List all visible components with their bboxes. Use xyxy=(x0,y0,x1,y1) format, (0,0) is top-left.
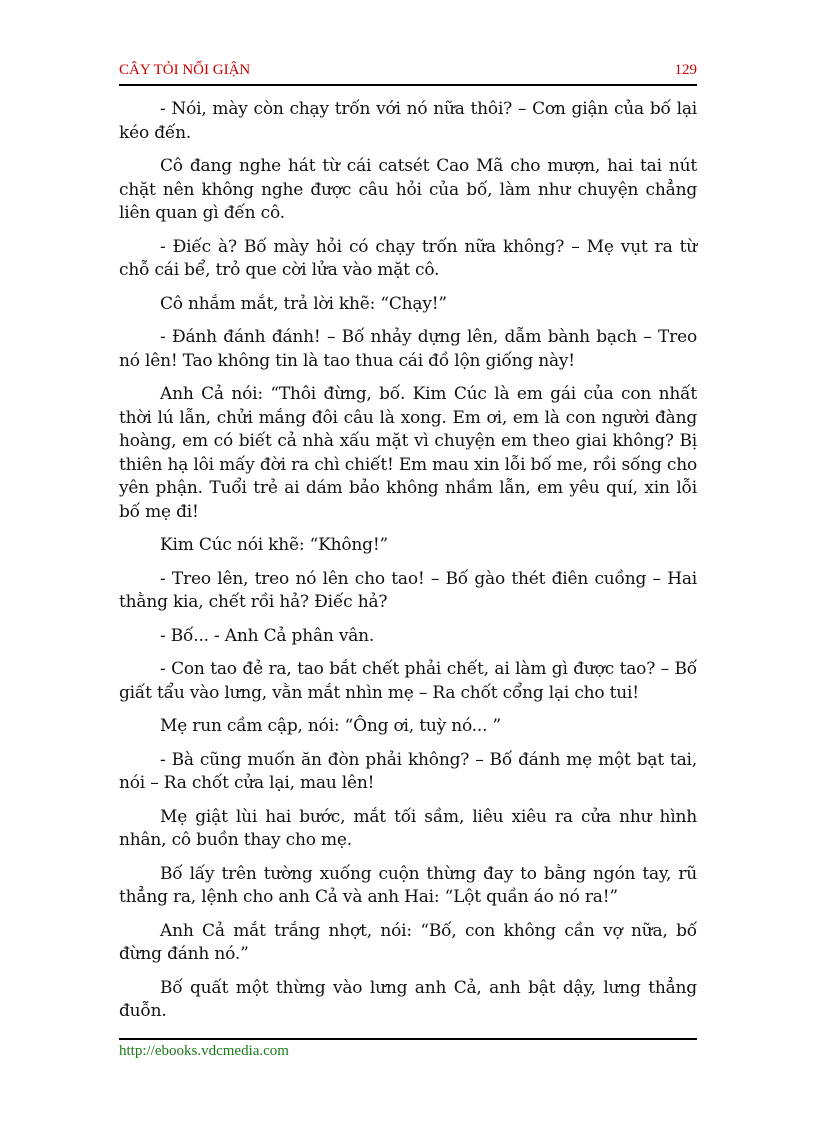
paragraph: - Điếc à? Bố mày hỏi có chạy trốn nữa không? – Mẹ vụt ra từ chỗ cái bể, trỏ que cời lửa vào mặt cô. xyxy=(119,236,697,280)
page-header xyxy=(119,60,697,86)
paragraph: - Con tao đẻ ra, tao bắt chết phải chết, ai làm gì được tao? – Bố giất tẩu vào lưng, vằn mắt nhìn mẹ – Ra chốt cổng lại cho tui! xyxy=(119,659,697,703)
paragraph: Kim Cúc nói khẽ: “Không!” xyxy=(160,535,388,555)
paragraph: - Nói, mày còn chạy trốn với nó nữa thôi? – Cơn giận của bố lại kéo đến. xyxy=(119,99,697,143)
paragraph: - Bố... - Anh Cả phân vân. xyxy=(160,625,375,646)
paragraph: - Treo lên, treo nó lên cho tao! – Bố gào thét điên cuồng – Hai thằng kia, chết rồi hả? Điếc hả? xyxy=(119,568,697,612)
running-title: CÂY TỎI NỔI GIẬN xyxy=(119,62,251,78)
footer-url-link[interactable]: http://ebooks.vdcmedia.com xyxy=(119,1043,289,1059)
page-number: 129 xyxy=(674,62,697,78)
paragraph: Cô nhắm mắt, trả lời khẽ: “Chạy!” xyxy=(160,293,447,314)
footer-divider xyxy=(119,1038,697,1040)
paragraph: Anh Cả mắt trắng nhợt, nói: “Bố, con không cần vợ nữa, bố đừng đánh nó.” xyxy=(119,920,697,964)
paragraph: - Bà cũng muốn ăn đòn phải không? – Bố đánh mẹ một bạt tai, nói – Ra chốt cửa lại, mau lên! xyxy=(119,749,697,793)
body-text xyxy=(119,98,697,1034)
paragraph: Cô đang nghe hát từ cái catsét Cao Mã cho mượn, hai tai nút chặt nên không nghe được câu hỏi của bố, làm như chuyện chẳng liên quan gì đến cô. xyxy=(119,156,697,223)
paragraph: Anh Cả nói: “Thôi đừng, bố. Kim Cúc là em gái của con nhất thời lú lẫn, chửi mắng đôi câu là xong. Em ơi, em là con người đàng hoàng, em có biết cả nhà xấu mặt vì chuyện em theo giai không? Bị thiên hạ lôi mấy đời ra chì chiết! Em mau xin lỗi bố me, rồi sống cho yên phận. Tuổi trẻ ai dám bảo không nhầm lẫn, em yêu quí, xin lỗi bố mẹ đi! xyxy=(119,384,697,522)
paragraph: Mẹ run cầm cập, nói: “Ông ơi, tuỳ nó... ” xyxy=(160,716,501,736)
paragraph: - Đánh đánh đánh! – Bố nhảy dựng lên, dẫm bành bạch – Treo nó lên! Tao không tin là tao thua cái đồ lộn giống này! xyxy=(119,327,697,371)
paragraph: Bố lấy trên tường xuống cuộn thừng đay to bằng ngón tay, rũ thẳng ra, lệnh cho anh Cả và anh Hai: “Lột quần áo nó ra!” xyxy=(119,863,697,907)
paragraph: Mẹ giật lùi hai bước, mắt tối sầm, liêu xiêu ra cửa như hình nhân, cô buồn thay cho mẹ. xyxy=(119,806,697,850)
paragraph: Bố quất một thừng vào lưng anh Cả, anh bật dậy, lưng thẳng đuỗn. xyxy=(119,977,697,1021)
